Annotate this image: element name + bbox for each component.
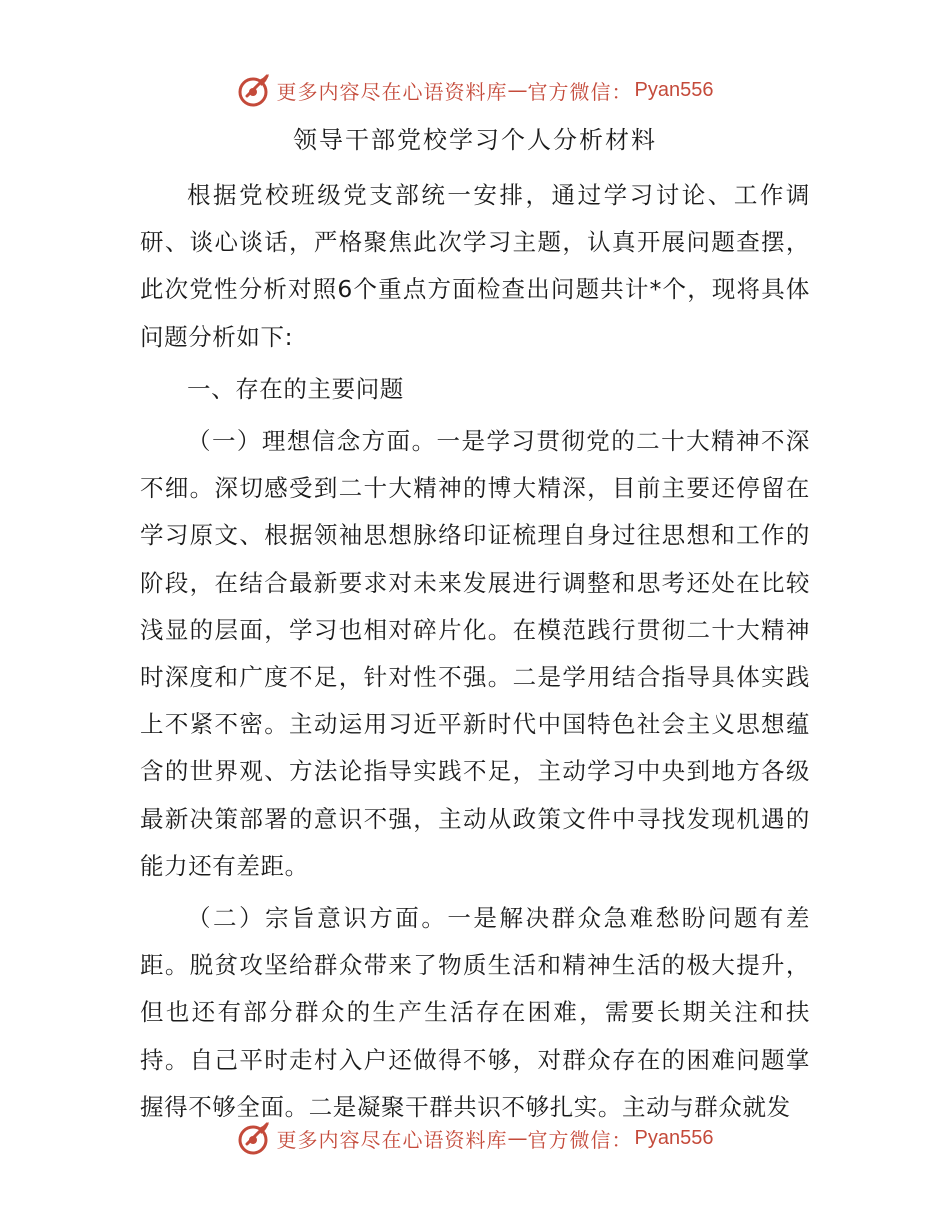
section-heading: 一、存在的主要问题 bbox=[187, 374, 404, 403]
banner-text: 更多内容尽在心语资料库 bbox=[276, 79, 508, 104]
document-title: 领导干部党校学习个人分析材料 bbox=[293, 126, 657, 154]
banner-text: 更多内容尽在心语资料库 bbox=[276, 1127, 508, 1152]
quill-seal-logo-icon bbox=[237, 1120, 273, 1156]
paragraph-ideals: （一）理想信念方面。一是学习贯彻党的二十大精神不深不细。深切感受到二十大精神的博大精深，目前主要还停留在学习原文、根据领袖思想脉络印证梳理自身过往思想和工作的阶段，在结合最新要求对未来发展进行调整和思考还处在比较浅显的层面，学习也相对碎片化。在模范践行贯彻二十大精神时深度和广度不足，针对性不强。二是学用结合指导具体实践上不紧不密。主动运用习近平新时代中国特色社会主义思想蕴含的世界观、方法论指导实践不足，主动学习中央到地方各级最新决策部署的意识不强，主动从政策文件中寻找发现机遇的能力还有差距。 bbox=[140, 427, 810, 880]
banner-wechat-label: 官方微信： bbox=[527, 1127, 633, 1152]
document-body bbox=[140, 172, 810, 1131]
footer-watermark-banner bbox=[0, 1118, 950, 1158]
paragraph-intro: 根据党校班级党支部统一安排，通过学习讨论、工作调研、谈心谈话，严格聚焦此次学习主题，认真开展问题查摆，此次党性分析对照6个重点方面检查出问题共计*个，现将具体问题分析如下: bbox=[140, 181, 810, 351]
header-watermark-banner bbox=[0, 70, 950, 110]
banner-separator: — bbox=[507, 78, 528, 102]
banner-wechat-label: 官方微信： bbox=[527, 79, 633, 104]
quill-seal-logo-icon bbox=[237, 72, 273, 108]
paragraph-purpose: （二）宗旨意识方面。一是解决群众急难愁盼问题有差距。脱贫攻坚给群众带来了物质生活和精神生活的极大提升，但也还有部分群众的生产生活存在困难，需要长期关注和扶持。自己平时走村入户还做得不够，对群众存在的困难问题掌握得不够全面。二是凝聚干群共识不够扎实。主动与群众就发 bbox=[140, 904, 810, 1121]
banner-separator: — bbox=[507, 1126, 528, 1150]
banner-wechat-id: Pyan556 bbox=[634, 78, 714, 101]
banner-wechat-id: Pyan556 bbox=[634, 1126, 714, 1149]
